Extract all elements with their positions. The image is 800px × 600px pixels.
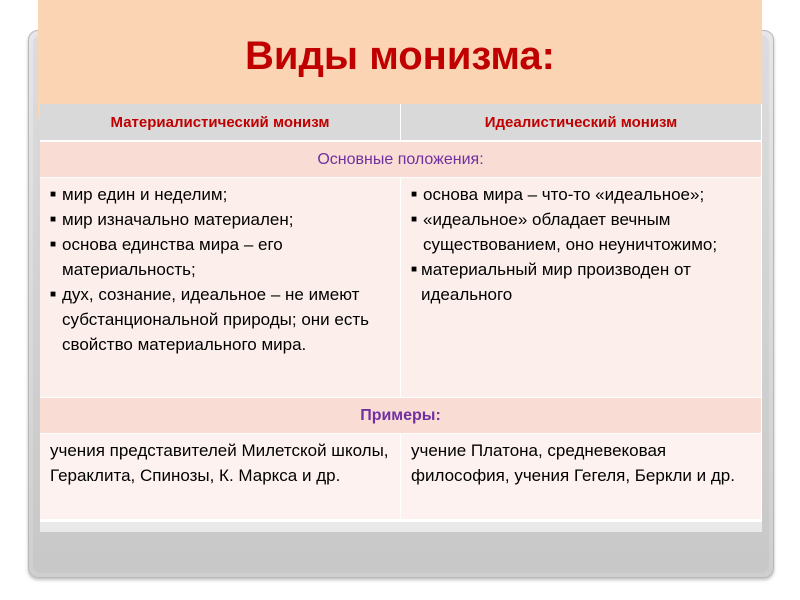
list-item: ■ мир един и неделим; bbox=[50, 182, 392, 207]
idealistic-example-cell: учение Платона, средневековая философия, учения Гегеля, Беркли и др. bbox=[401, 434, 762, 520]
bullet-icon: ■ bbox=[50, 239, 57, 250]
bullet-icon: ■ bbox=[411, 264, 418, 275]
table-header-row bbox=[40, 104, 762, 142]
bullet-icon: ■ bbox=[50, 289, 57, 300]
bullet-icon: ■ bbox=[411, 214, 418, 225]
title-band bbox=[38, 0, 762, 118]
list-item: ■ мир изначально материален; bbox=[50, 207, 392, 232]
comparison-table bbox=[40, 104, 762, 520]
materialistic-points-cell bbox=[40, 178, 401, 398]
materialistic-example-cell: учения представителей Милетской школы, Гераклита, Спинозы, К. Маркса и др. bbox=[40, 434, 401, 520]
list-item: ■ основа единства мира – его материальность; bbox=[50, 232, 392, 282]
bullet-icon: ■ bbox=[50, 189, 57, 200]
list-item: ■ основа мира – что-то «идеальное»; bbox=[411, 182, 753, 207]
content-row-basic bbox=[40, 178, 762, 398]
idealistic-points-cell bbox=[401, 178, 762, 398]
list-item: ■ дух, сознание, идеальное – не имеют субстанциональной природы; они есть свойство материального мира. bbox=[50, 282, 392, 357]
header-idealistic: Идеалистический монизм bbox=[401, 104, 762, 142]
table-bottom-strip bbox=[40, 522, 762, 532]
content-row-examples bbox=[40, 434, 762, 520]
idealistic-points-list bbox=[411, 182, 753, 307]
materialistic-points-list bbox=[50, 182, 392, 357]
bullet-icon: ■ bbox=[411, 189, 418, 200]
bullet-icon: ■ bbox=[50, 214, 57, 225]
section-basic-label: Основные положения: bbox=[40, 142, 762, 178]
list-item: ■ материальный мир производен от идеального bbox=[411, 257, 753, 307]
section-row-basic bbox=[40, 142, 762, 178]
slide-title: Виды монизма: bbox=[245, 34, 555, 78]
section-examples-label: Примеры: bbox=[40, 398, 762, 434]
header-materialistic: Материалистический монизм bbox=[40, 104, 401, 142]
list-item: ■ «идеальное» обладает вечным существованием, оно неуничтожимо; bbox=[411, 207, 753, 257]
section-row-examples bbox=[40, 398, 762, 434]
monism-table bbox=[40, 104, 762, 522]
